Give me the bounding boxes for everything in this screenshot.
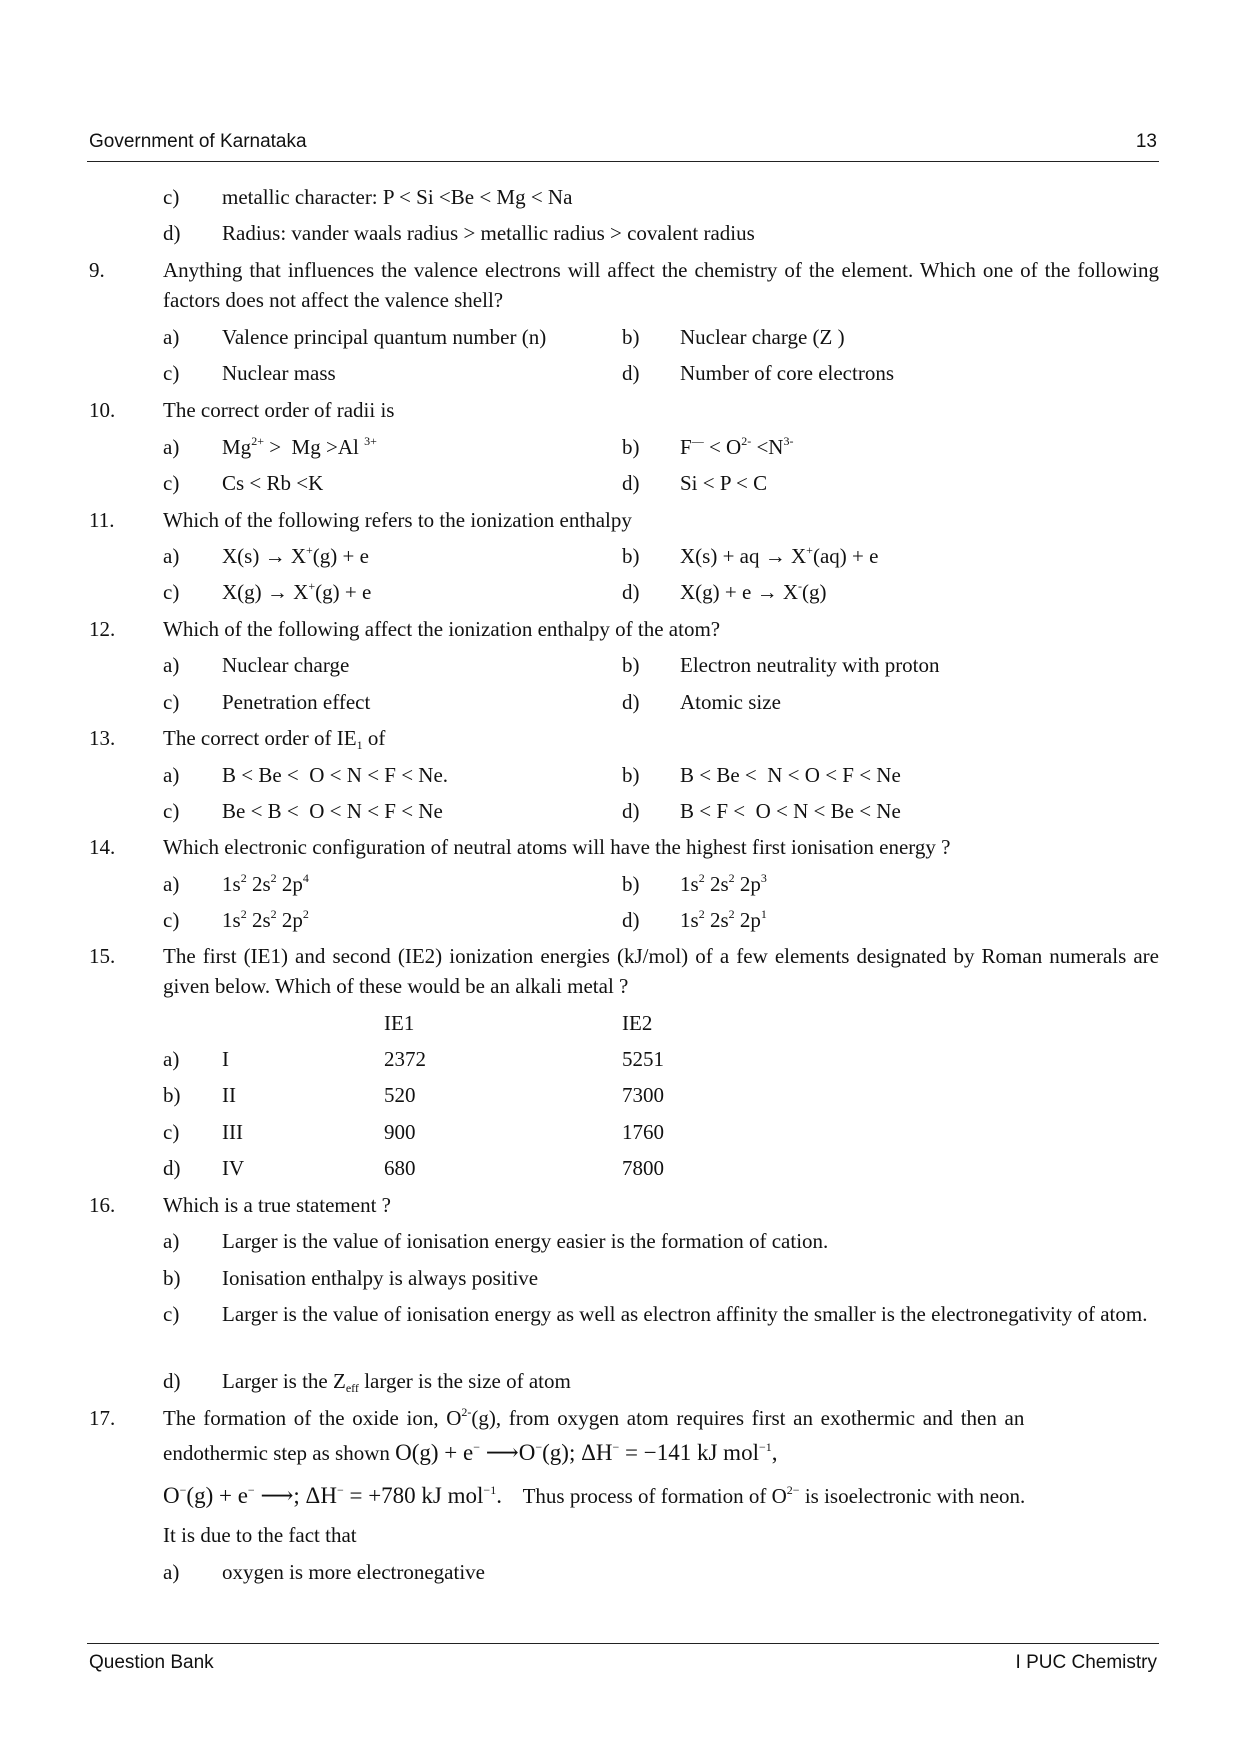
option-label: c) (163, 1302, 180, 1326)
option-text: X(s) → X+(g) + e (222, 543, 369, 568)
question-text: The correct order of radii is (163, 398, 395, 422)
option-text: $1s^2$ $2s^2$ $2p^1$ (680, 907, 767, 932)
question-number: 13. (89, 726, 116, 750)
option-text: Valence principal quantum number (n) (222, 325, 547, 349)
option-text: Ionisation enthalpy is always positive (222, 1266, 539, 1290)
option-label: a) (163, 435, 180, 459)
option-label: a) (163, 1229, 180, 1253)
option-label: d) (622, 361, 640, 385)
table-cell: 2372 (384, 1047, 426, 1071)
question-text: The first (IE1) and second (IE2) ionization energies (kJ/mol) of a few elements designated by Roman numerals are given below. Which of these would be an alkali metal ? (163, 944, 1159, 998)
question-text: Which of the following refers to the ionization enthalpy (163, 508, 632, 532)
option-text: $F^— < O^{2-} <N^{3-}$ (680, 434, 794, 459)
question-text: Which is a true statement ? (163, 1193, 391, 1217)
question-text: It is due to the fact that (163, 1523, 357, 1547)
option-label: b) (622, 872, 640, 896)
question-number: 9. (89, 258, 105, 282)
question-number: 11. (89, 508, 115, 532)
arrow-icon: → (266, 580, 288, 604)
option-label: d) (622, 471, 640, 495)
option-label: b) (163, 1266, 181, 1290)
option-text: Atomic size (680, 690, 781, 714)
option-text: X(s) + aq → X+(aq) + e (680, 543, 879, 568)
footer-right: I PUC Chemistry (1015, 1652, 1157, 1673)
option-text: Cs < Rb <K (222, 471, 324, 495)
table-cell: I (222, 1047, 229, 1071)
question-text: Which electronic configuration of neutral atoms will have the highest first ionisation energy ? (163, 835, 951, 859)
option-text: Larger is the value of ionisation energy as well as electron affinity the smaller is the electronegativity of atom. (222, 1302, 1148, 1326)
option-text: B < F < O < N < Be < Ne (680, 799, 901, 823)
option-text: Nuclear charge (Z ) (680, 325, 845, 349)
option-text: $1s^2$ $2s^2$ $2p^3$ (680, 871, 767, 896)
option-label: a) (163, 325, 180, 349)
table-cell: 520 (384, 1083, 416, 1107)
question-text: The formation of the oxide ion, $O^{2-}(g)$, from oxygen atom requires first an exothermic and then an (163, 1405, 1025, 1430)
option-label: b) (622, 325, 640, 349)
option-text: X(g) → X+(g) + e (222, 579, 372, 604)
table-cell: III (222, 1120, 243, 1144)
option-label: c) (163, 799, 180, 823)
option-label: a) (163, 1560, 180, 1584)
question-number: 15. (89, 944, 116, 968)
option-label: b) (622, 544, 640, 568)
option-text: Nuclear mass (222, 361, 336, 385)
question-text: Which of the following affect the ionization enthalpy of the atom? (163, 617, 721, 641)
option-label: b) (163, 1083, 181, 1107)
option-text: $1s^2$ $2s^2$ $2p^4$ (222, 871, 309, 896)
option-text: Si < P < C (680, 471, 768, 495)
table-cell: 7800 (622, 1156, 664, 1180)
option-label: a) (163, 872, 180, 896)
option-label: c) (163, 908, 180, 932)
option-label: b) (622, 763, 640, 787)
option-label: a) (163, 653, 180, 677)
table-cell: 680 (384, 1156, 416, 1180)
option-text: Penetration effect (222, 690, 371, 714)
option-label: d) (622, 799, 640, 823)
arrow-icon: → (764, 544, 786, 568)
table-cell: II (222, 1083, 236, 1107)
arrow-icon: → (756, 580, 778, 604)
question-number: 12. (89, 617, 116, 641)
question-text: O−(g) + e− ⟶; ΔH− = +780 kJ mol$^{-1}$. Thus process of formation of $O^{2-}$ is isoelectronic with neon. (163, 1483, 1026, 1508)
question-text: The correct order of $IE_1$ of (163, 726, 386, 752)
option-text: B < Be < O < N < F < Ne. (222, 763, 449, 787)
table-header-ie1: IE1 (384, 1011, 415, 1035)
equation: O−(g) + e− ⟶; ΔH− = +780 kJ mol$^{-1}$. (163, 1483, 502, 1508)
option-label: a) (163, 544, 180, 568)
table-cell: 900 (384, 1120, 416, 1144)
option-label: a) (163, 1047, 180, 1071)
option-label: c) (163, 361, 180, 385)
question-number: 14. (89, 835, 116, 859)
option-label: c) (163, 1120, 180, 1144)
table-cell: 7300 (622, 1083, 664, 1107)
option-text: Be < B < O < N < F < Ne (222, 799, 443, 823)
question-number: 10. (89, 398, 116, 422)
option-label: b) (622, 653, 640, 677)
table-cell: 5251 (622, 1047, 664, 1071)
table-cell: IV (222, 1156, 245, 1180)
arrow-icon: → (264, 544, 286, 568)
question-number: 17. (89, 1406, 116, 1430)
option-label: d) (163, 1156, 181, 1180)
question-text: Anything that influences the valence electrons will affect the chemistry of the element. Which one of the following factors does not affect the valence shell? (163, 258, 1159, 312)
option-label: d) (622, 580, 640, 604)
option-label: d) (163, 1369, 181, 1393)
option-label: c) (163, 580, 180, 604)
option-text: Number of core electrons (680, 361, 894, 385)
option-label: d) (622, 908, 640, 932)
option-text: Larger is the $Z_{eff}$ larger is the size of atom (222, 1369, 571, 1395)
option-text: Radius: vander waals radius > metallic radius > covalent radius (222, 221, 755, 245)
page-number: 13 (1135, 131, 1157, 152)
question-text: endothermic step as shown O(g) + e− ⟶O−(g); ΔH− = −141 kJ mol$^{-1}$, (163, 1440, 778, 1465)
option-text: $Mg^{2+} > Mg >Al$ $^{3+}$ (222, 434, 377, 459)
footer-left: Question Bank (89, 1652, 214, 1673)
option-text: oxygen is more electronegative (222, 1560, 485, 1584)
option-text: Nuclear charge (222, 653, 350, 677)
table-header-ie2: IE2 (622, 1011, 653, 1035)
option-label: c) (163, 185, 180, 209)
table-cell: 1760 (622, 1120, 664, 1144)
page-footer (87, 1643, 1159, 1682)
option-label: d) (622, 690, 640, 714)
option-text: Larger is the value of ionisation energy easier is the formation of cation. (222, 1229, 829, 1253)
option-text: $1s^2$ $2s^2$ $2p^2$ (222, 907, 309, 932)
option-text: X(g) + e → X-(g) (680, 579, 827, 604)
header-title: Government of Karnataka (89, 131, 307, 152)
equation: O(g) + e− ⟶O−(g); ΔH− = −141 kJ mol$^{-1}$, (395, 1440, 778, 1465)
question-number: 16. (89, 1193, 116, 1217)
option-text: B < Be < N < O < F < Ne (680, 763, 901, 787)
option-label: c) (163, 471, 180, 495)
option-text: Electron neutrality with proton (680, 653, 940, 677)
option-label: a) (163, 763, 180, 787)
option-label: c) (163, 690, 180, 714)
option-text: metallic character: P < Si <Be < Mg < Na (222, 185, 573, 209)
option-label: d) (163, 221, 181, 245)
option-label: b) (622, 435, 640, 459)
